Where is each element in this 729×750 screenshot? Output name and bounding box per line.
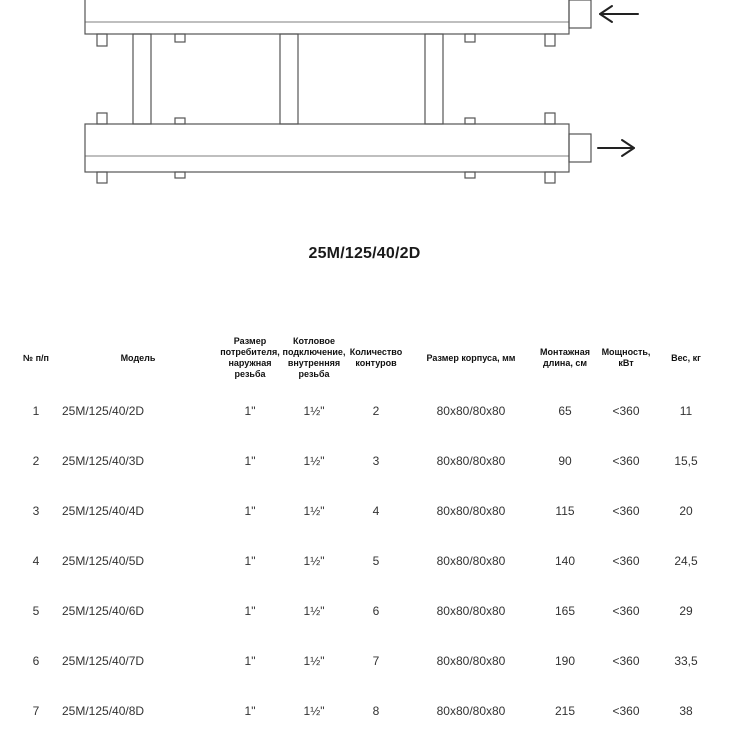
cell-power: <360 — [612, 704, 640, 718]
table-row — [14, 636, 714, 686]
cell-consumer-size: 1" — [244, 654, 256, 668]
cell-boiler-connection: 1½" — [303, 404, 325, 418]
cell-model: 25M/125/40/7D — [62, 654, 145, 668]
cell-weight: 11 — [679, 404, 693, 418]
cell-weight: 15,5 — [674, 454, 698, 468]
cell-circuits: 6 — [372, 604, 380, 618]
table-row — [14, 536, 714, 586]
cell-mount-length: 215 — [554, 704, 576, 718]
cell-weight: 24,5 — [674, 554, 698, 568]
cell-weight: 29 — [679, 604, 693, 618]
connecting-pipe — [280, 34, 298, 124]
cell-boiler-connection: 1½" — [303, 554, 325, 568]
header-circuits: Количество контуров — [349, 347, 403, 368]
cell-mount-length: 115 — [555, 504, 575, 518]
cell-consumer-size: 1" — [244, 504, 256, 518]
cell-model: 25M/125/40/6D — [62, 604, 145, 618]
table-row — [14, 486, 714, 536]
cell-body-size: 80x80/80x80 — [436, 554, 506, 568]
cell-power: <360 — [612, 604, 640, 618]
cell-body-size: 80x80/80x80 — [436, 404, 506, 418]
cell-mount-length: 90 — [558, 454, 572, 468]
cell-model: 25M/125/40/8D — [62, 704, 145, 718]
collector-drawing — [0, 0, 729, 210]
header-body-size: Размер корпуса, мм — [426, 352, 516, 363]
cell-circuits: 7 — [372, 654, 380, 668]
table-row — [14, 586, 714, 636]
cell-index: 6 — [32, 654, 40, 668]
cell-power: <360 — [612, 404, 640, 418]
cell-weight: 33,5 — [674, 654, 698, 668]
cell-boiler-connection: 1½" — [303, 604, 325, 618]
lower-collector — [85, 124, 569, 172]
cell-index: 5 — [32, 604, 40, 618]
cell-power: <360 — [612, 504, 640, 518]
cell-circuits: 3 — [372, 454, 380, 468]
cell-model: 25M/125/40/5D — [62, 554, 145, 568]
header-index: № п/п — [23, 352, 49, 363]
cell-boiler-connection: 1½" — [303, 654, 325, 668]
cell-consumer-size: 1" — [244, 554, 256, 568]
spec-table — [14, 330, 714, 736]
cell-index: 7 — [32, 704, 40, 718]
cell-weight: 20 — [679, 504, 693, 518]
cell-body-size: 80x80/80x80 — [436, 604, 506, 618]
cell-body-size: 80x80/80x80 — [436, 704, 506, 718]
cell-model: 25M/125/40/3D — [62, 454, 145, 468]
cell-model: 25M/125/40/2D — [62, 404, 145, 418]
header-consumer-size: Размер потребителя, наружная резьба — [220, 336, 280, 379]
cell-index: 2 — [32, 454, 40, 468]
cell-mount-length: 165 — [554, 604, 576, 618]
cell-mount-length: 65 — [558, 404, 572, 418]
upper-fitting — [569, 0, 591, 28]
table-row — [14, 386, 714, 436]
table-row — [14, 686, 714, 736]
table-header-row — [14, 330, 714, 386]
cell-body-size: 80x80/80x80 — [436, 504, 506, 518]
cell-mount-length: 190 — [554, 654, 576, 668]
header-boiler-connection: Котловое подключение, внутренняя резьба — [282, 336, 346, 379]
cell-power: <360 — [612, 654, 640, 668]
cell-circuits: 5 — [372, 554, 380, 568]
cell-index: 3 — [32, 504, 40, 518]
upper-collector — [85, 0, 569, 34]
cell-consumer-size: 1" — [244, 454, 256, 468]
cell-index: 4 — [32, 554, 40, 568]
cell-consumer-size: 1" — [244, 404, 256, 418]
cell-consumer-size: 1" — [244, 604, 256, 618]
cell-circuits: 4 — [372, 504, 380, 518]
outflow-arrow-icon — [598, 140, 634, 156]
table-row — [14, 436, 714, 486]
cell-boiler-connection: 1½" — [303, 454, 325, 468]
cell-body-size: 80x80/80x80 — [436, 654, 506, 668]
header-model: Модель — [120, 352, 156, 363]
inflow-arrow-icon — [600, 6, 638, 22]
cell-boiler-connection: 1½" — [303, 704, 325, 718]
cell-power: <360 — [612, 454, 640, 468]
cell-circuits: 8 — [372, 704, 380, 718]
header-weight: Вес, кг — [671, 352, 701, 363]
cell-model: 25M/125/40/4D — [62, 504, 145, 518]
model-title: 25M/125/40/2D — [308, 245, 421, 262]
cell-consumer-size: 1" — [244, 704, 256, 718]
connecting-pipe — [133, 34, 151, 124]
cell-boiler-connection: 1½" — [303, 504, 325, 518]
cell-weight: 38 — [679, 704, 693, 718]
header-power: Мощность, кВт — [601, 347, 651, 368]
cell-power: <360 — [612, 554, 640, 568]
cell-body-size: 80x80/80x80 — [436, 454, 506, 468]
cell-index: 1 — [32, 404, 40, 418]
cell-circuits: 2 — [372, 404, 380, 418]
connecting-pipe — [425, 34, 443, 124]
header-mount-length: Монтажная длина, см — [540, 347, 590, 368]
lower-fitting — [569, 134, 591, 162]
cell-mount-length: 140 — [554, 554, 576, 568]
